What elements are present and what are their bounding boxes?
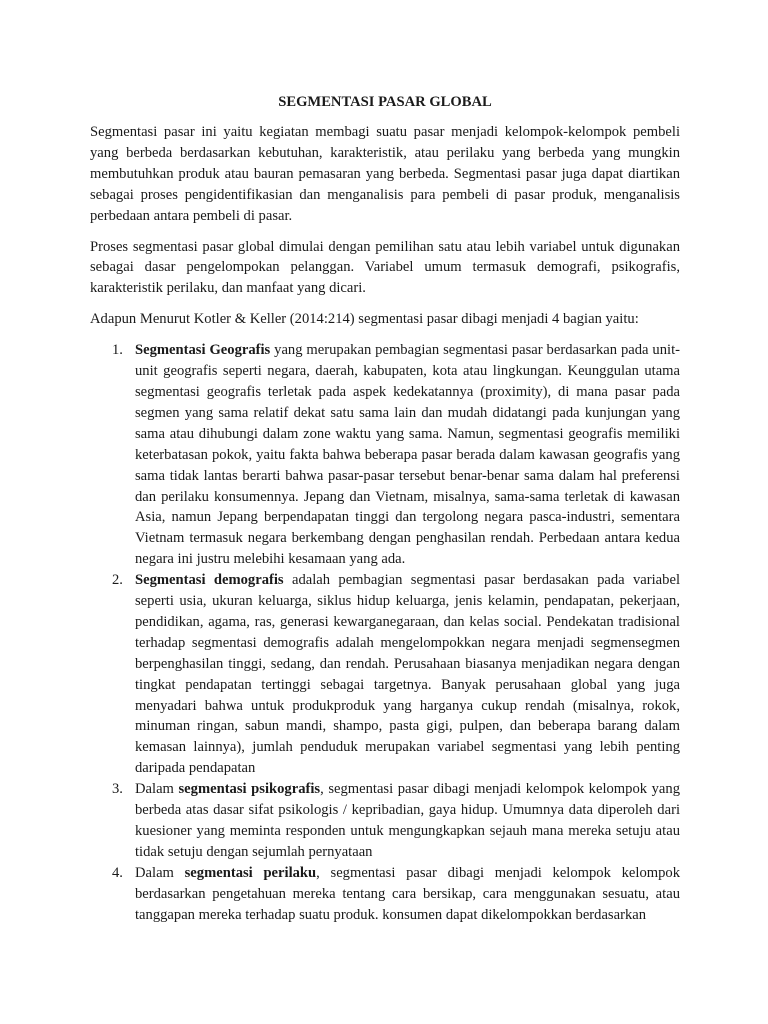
list-number: 1. — [112, 342, 123, 359]
list-item-psikografis — [90, 779, 680, 863]
list-item-term: Segmentasi demografis — [135, 572, 284, 589]
paragraph-intro-list: Adapun Menurut Kotler & Keller (2014:214) segmentasi pasar dibagi menjadi 4 bagian yaitu: — [90, 311, 639, 328]
document-title: SEGMENTASI PASAR GLOBAL — [278, 94, 492, 110]
list-item-text: , segmentasi pasar dibagi menjadi kelompok kelompok yang berbeda atas dasar sifat psikologis / kepribadian, gaya hidup. Umumnya data diperoleh dari kuesioner yang meminta responden untuk mengungkapkan sejauh mana mereka setuju atau tidak setuju dengan sejumlah pernyataan — [135, 781, 680, 860]
list-number: 4. — [112, 864, 123, 881]
list-item-perilaku — [90, 863, 680, 926]
list-item-term: segmentasi psikografis — [178, 781, 321, 798]
list-item-text: adalah pembagian segmentasi pasar berdasakan pada variabel seperti usia, ukuran keluarga, siklus hidup keluarga, jenis kelamin, pendapatan, pekerjaan, pendidikan, agama, ras, generasi kewarganegaraan, dan kelas social. Pendekatan tradisional terhadap segmentasi demografis adalah mengelompokkan negara menjadi segmensegmen berpenghasilan tinggi, sedang, dan rendah. Perusahaan biasanya menjadikan negara dengan tingkat pendapatan tertinggi sebagai targetnya. Banyak perusahaan global yang juga menyadari bahwa untuk produkproduk yang harganya cukup rendah (misalnya, rokok, minuman ringan, sabun mandi, shampo, pasta gigi, pulpen, dan beberapa barang dalam kemasan lainnya), jumlah penduduk merupakan variabel segmentasi yang lebih penting daripada pendapatan — [135, 572, 680, 777]
list-item-prefix: Dalam — [135, 781, 179, 798]
paragraph-process: Proses segmentasi pasar global dimulai dengan pemilihan satu atau lebih variabel untuk digunakan sebagai dasar pengelompokan pelanggan. Variabel umum termasuk demografi, psikografis, karakteristik perilaku, dan manfaat yang dicari. — [90, 238, 680, 297]
list-number: 3. — [112, 781, 123, 798]
segmentation-list — [90, 340, 680, 925]
list-item-prefix: Dalam — [135, 864, 185, 881]
document-page — [90, 92, 680, 926]
list-item-text: , segmentasi pasar dibagi menjadi kelompok kelompok berdasarkan pengetahuan mereka tentang cara bersikap, cara menggunakan sesuatu, atau tanggapan mereka terhadap suatu produk. konsumen dapat dikelompokkan berdasarkan — [135, 864, 680, 923]
list-number: 2. — [112, 572, 123, 589]
list-item-term: Segmentasi Geografis — [135, 342, 271, 359]
list-item-geografis — [90, 340, 680, 570]
list-item-term: segmentasi perilaku — [184, 864, 317, 881]
list-item-demografis — [90, 570, 680, 779]
paragraph-definition: Segmentasi pasar ini yaitu kegiatan membagi suatu pasar menjadi kelompok-kelompok pembeli yang berbeda berdasarkan kebutuhan, karakteristik, atau perilaku yang berbeda yang mungkin membutuhkan produk atau bauran pemasaran yang berbeda. Segmentasi pasar juga dapat diartikan sebagai proses pengidentifikasian dan menganalisis para pembeli di pasar produk, menganalisis perbedaan antara pembeli di pasar. — [90, 124, 680, 224]
list-item-text: yang merupakan pembagian segmentasi pasar berdasarkan pada unit-unit geografis seperti negara, daerah, kabupaten, kota atau lingkungan. Keunggulan utama segmentasi geografis terletak pada aspek kedekatannya (proximity), di mana pasar pada segmen yang sama relatif dekat satu sama lain dan mudah didatangi pada kunjungan yang sama atau dihubungi dalam zone waktu yang sama. Namun, segmentasi geografis memiliki keterbatasan pokok, yaitu fakta bahwa beberapa pasar berada dalam kawasan geografis yang sama tidak lantas berarti bahwa pasar-pasar tersebut benar-benar sama dalam hal preferensi dan perilaku konsumennya. Jepang dan Vietnam, misalnya, sama-sama terletak di kawasan Asia, namun Jepang berpendapatan tinggi dan tergolong negara pasca-industri, sementara Vietnam termasuk negara berkembang dengan penghasilan rendah. Perbedaan antara kedua negara ini justru melebihi kesamaan yang ada. — [135, 342, 680, 568]
